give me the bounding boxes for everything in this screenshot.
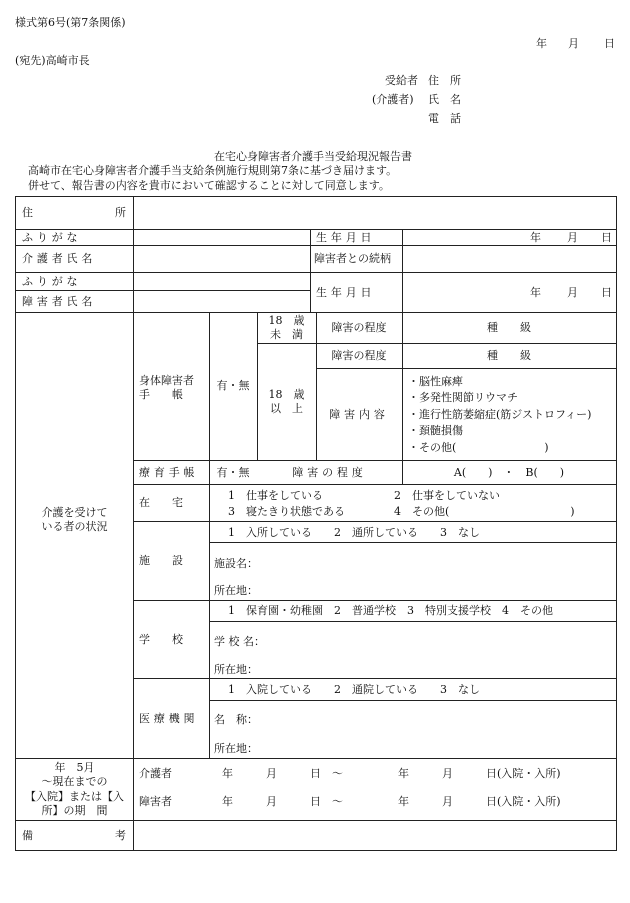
date-day: 日 [604,37,615,50]
list-item: ・多発性関節リウマチ [408,391,518,405]
facility-label: 施 設 [139,554,183,568]
caregiver-label: (介護者) [372,93,414,106]
relation-label: 障害者との続柄 [314,252,391,266]
period-caregiver-label: 介護者 [139,767,172,780]
rehab-grade: A( ) ・ B( ) [453,465,565,479]
intro-line-1: 高崎市在宅心身障害者介護手当支給条例施行規則第7条に基づき届けます。 [28,164,398,177]
name-label: 氏 名 [428,93,461,106]
school-label: 学 校 [139,632,183,646]
address-row-label: 住 所 [22,206,126,220]
phone-label: 電 話 [428,112,461,125]
over-18-label: 18 歳 以 上 [268,387,305,415]
date-month: 月 [568,37,579,50]
medical-location-label: 所在地： [214,742,258,755]
period-disabled-dates: 年 月 日 ～ 年 月 日(入院・入所) [222,795,561,808]
list-item: ・その他( ) [408,440,549,454]
disability-degree-label-2: 障害の程度 [331,349,387,363]
under-18-label: 18 歳 未 満 [268,313,305,341]
grade-value-2: 種 級 [487,349,531,363]
status-label: 介護を受けて いる者の状況 [41,506,108,533]
home-option-4: 4 その他( ) [394,505,575,518]
birth-day-2: 日 [601,286,612,299]
caregiver-name-label: 介護者氏名 [22,252,97,266]
form-number: 様式第6号(第7条関係) [15,16,126,29]
rehab-notebook-label: 療育手帳 [139,465,199,479]
birth-year-2: 年 [530,286,541,299]
facility-options: 1 入所している 2 通所している 3 なし [228,526,480,539]
home-option-1: 1 仕事をしている [228,489,323,502]
period-label: 年 5月 ～現在までの 【入院】または【入 所】の期 間 [25,760,124,817]
list-item: ・頚髄損傷 [408,424,463,438]
remarks-label: 備 考 [22,828,126,842]
facility-location-label: 所在地： [214,584,258,597]
school-options: 1 保育園・幼稚園 2 普通学校 3 特別支援学校 4 その他 [228,604,553,617]
grade-value-1: 種 級 [487,321,531,335]
disability-content-label: 障害内容 [329,407,389,421]
physical-notebook-label: 身体障害者 手 帳 [139,374,194,401]
birth-day-1: 日 [601,231,612,244]
address-label: 住 所 [428,74,461,87]
page-title: 在宅心身障害者介護手当受給現況報告書 [214,150,412,163]
period-disabled-label: 障害者 [139,795,172,808]
furigana-label-1: ふりがな [22,230,82,244]
disability-content-list [408,370,616,460]
school-location-label: 所在地： [214,663,258,676]
home-option-2: 2 仕事をしていない [394,489,500,502]
birth-year-1: 年 [530,231,541,244]
addressee: (宛先)高崎市長 [15,54,90,67]
physical-yes-no: 有・無 [216,379,250,393]
date-year: 年 [536,37,547,50]
school-name-label: 学 校 名： [214,635,265,648]
home-option-3: 3 寝たきり状態である [228,505,345,518]
birth-month-1: 月 [567,231,578,244]
disability-degree-label-1: 障害の程度 [331,321,387,335]
disabled-name-label: 障害者氏名 [22,294,97,308]
period-caregiver-dates: 年 月 日 ～ 年 月 日(入院・入所) [222,767,561,780]
birthdate-label-2: 生年月日 [316,285,376,299]
medical-label: 医療機関 [139,711,199,725]
disability-degree-label-3: 障害の程度 [292,465,367,479]
home-label: 在 宅 [139,496,183,510]
medical-name-label: 名 称： [214,713,258,726]
birth-month-2: 月 [567,286,578,299]
birthdate-label-1: 生年月日 [316,230,376,244]
recipient-label: 受給者 [385,74,418,87]
list-item: ・脳性麻痺 [408,374,463,388]
furigana-label-2: ふりがな [22,274,82,288]
facility-name-label: 施設名： [214,557,258,570]
medical-options: 1 入院している 2 通院している 3 なし [228,683,480,696]
list-item: ・進行性筋萎縮症(筋ジストロフィー) [408,407,592,421]
intro-line-2: 併せて、報告書の内容を貴市において確認することに対して同意します。 [28,179,390,192]
rehab-yes-no: 有・無 [216,465,250,479]
